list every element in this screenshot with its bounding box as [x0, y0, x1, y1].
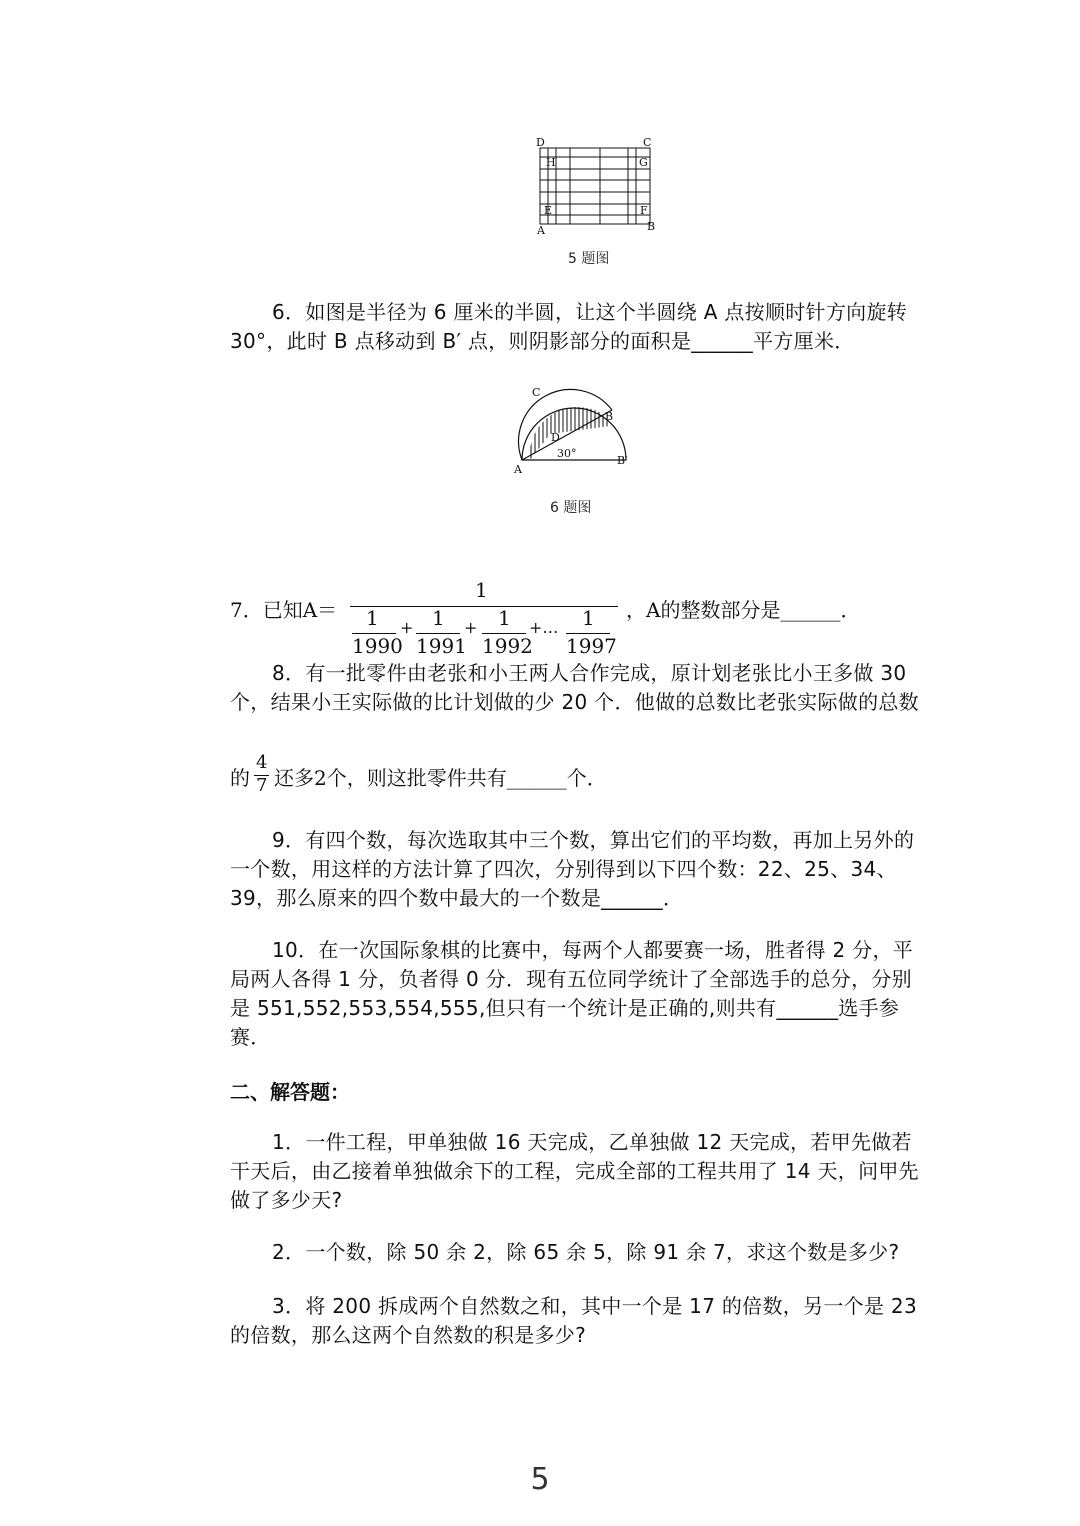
question-9: 9．有四个数，每次选取其中三个数，算出它们的平均数，再加上另外的一个数，用这样的方法计算了四次，分别得到以下四个数：22、25、34、39，那么原来的四个数中最大的一个数是______．: [230, 828, 915, 910]
label-d: D: [536, 136, 545, 149]
label-g: G: [639, 156, 648, 169]
term-1-numerator: 1: [366, 606, 379, 630]
question-7-prefix: 7．已知A＝: [230, 598, 338, 622]
term-1-denominator: 1990: [352, 634, 403, 658]
problem-2: 2．一个数，除 50 余 2，除 65 余 5，除 91 余 7，求这个数是多少?: [272, 1240, 900, 1264]
figure-6-diagram: [510, 380, 650, 475]
label-h: H: [546, 156, 556, 169]
main-fraction-bar: [350, 606, 618, 607]
ellipsis: +…: [529, 618, 559, 637]
question-7-suffix: ，A的整数部分是______．: [626, 598, 861, 622]
figure-6-caption: 6 题图: [550, 500, 592, 516]
angle-label: 30°: [557, 447, 577, 460]
page-number: 5: [530, 1462, 550, 1497]
term-4-denominator: 1997: [566, 634, 617, 658]
question-10: 10．在一次国际象棋的比赛中，每两个人都要赛一场，胜者得 2 分，平局两人各得 1 分，负者得 0 分．现有五位同学统计了全部选手的总分，分别是 551,552,553,554,555,但只有一个统计是正确的,则共有______选手参赛．: [230, 938, 914, 1049]
fraction-numerator: 4: [256, 752, 268, 773]
main-numerator: 1: [475, 578, 488, 602]
plus-2: +: [464, 618, 478, 637]
question-8-line-2: [230, 752, 930, 802]
label-d: D: [551, 431, 560, 444]
figure-5: [520, 130, 670, 240]
figure-6: [510, 380, 650, 475]
term-3-denominator: 1992: [482, 634, 533, 658]
term-2-numerator: 1: [432, 606, 445, 630]
question-6: 6．如图是半径为 6 厘米的半圆，让这个半圆绕 A 点按顺时针方向旋转 30°，此时 B 点移动到 B′ 点，则阴影部分的面积是______平方厘米．: [230, 300, 908, 353]
question-8: 8．有一批零件由老张和小王两人合作完成，原计划老张比小王多做 30 个，结果小王实际做的比计划做的少 20 个．他做的总数比老张实际做的总数: [230, 661, 919, 714]
label-b: B: [605, 410, 614, 423]
label-a: A: [537, 224, 545, 237]
problem-1: 1．一件工程，甲单独做 16 天完成，乙单独做 12 天完成，若甲先做若干天后，由乙接着单独做余下的工程，完成全部的工程共用了 14 天，问甲先做了多少天?: [230, 1130, 919, 1212]
label-bprime: B′: [617, 454, 628, 467]
label-e: E: [544, 204, 553, 217]
question-7: [230, 578, 930, 658]
figure-5-caption: 5 题图: [568, 251, 610, 267]
section-heading: 二、解答题：: [230, 1080, 350, 1104]
label-c: C: [643, 136, 652, 149]
problem-3: 3．将 200 拆成两个自然数之和，其中一个是 17 的倍数，另一个是 23 的倍数，那么这两个自然数的积是多少?: [230, 1294, 917, 1347]
label-f: F: [640, 204, 648, 217]
term-2-denominator: 1991: [416, 634, 467, 658]
question-8-line-2-suffix: 还多2个，则这批零件共有______个．: [274, 766, 607, 790]
plus-1: +: [400, 618, 414, 637]
label-c: C: [532, 386, 541, 399]
label-b: B: [647, 220, 656, 233]
term-3-numerator: 1: [498, 606, 511, 630]
figure-5-diagram: [520, 130, 670, 240]
question-8-line-2-prefix: 的: [230, 766, 250, 790]
label-a: A: [514, 463, 522, 475]
term-4-numerator: 1: [582, 606, 595, 630]
fraction-denominator: 7: [256, 775, 268, 796]
